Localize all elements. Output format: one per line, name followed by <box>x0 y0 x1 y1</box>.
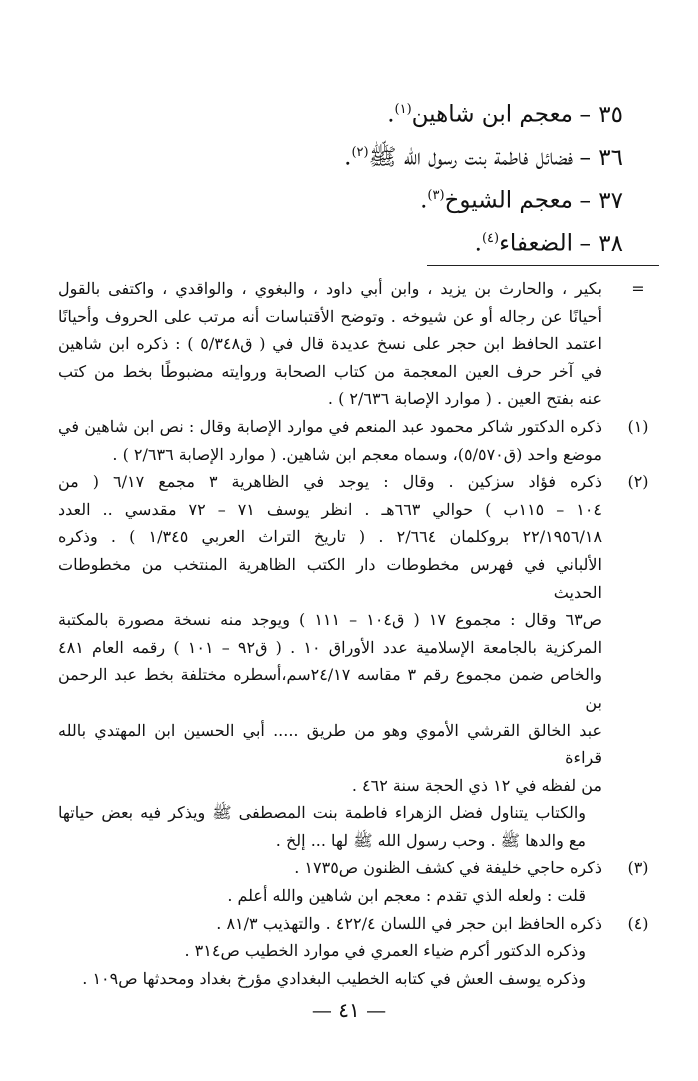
footnote-ref: (٣) <box>427 188 445 203</box>
footnote-line: وذكره الدكتور أكرم ضياء العمري في موارد الخطيب ص٣١٤ . <box>184 941 586 961</box>
footnote-line: والكتاب يتناول فضل الزهراء فاطمة بنت المصطفى ﷺ ويذكر فيه بعض حياتها <box>58 803 586 823</box>
item-number: ٣٥ – <box>579 101 623 128</box>
footnote-line: من لفظه في ١٢ ذي الحجة سنة ٤٦٢ . <box>351 775 602 795</box>
footnote <box>58 413 658 468</box>
main-list-item <box>103 217 623 260</box>
footnote-line: بكير ، والحارث بن يزيد ، وابن أبي داود ، والبغوي ، والواقدي ، واكتفى بالقول <box>58 279 602 298</box>
footnote-line: موضع واحد (ق٥/٥٧٠)، وسماه معجم ابن شاهين. ( موارد الإصابة ٢/٦٣٦ ) . <box>112 444 602 464</box>
footnote-line: في آخر حرف العين المعجمة من كتاب الصحابة وروايته مضبوطًا بخط من كتب <box>58 361 602 381</box>
footnote-ref: (٢) <box>351 145 369 160</box>
footnote-line: والخاص ضمن مجموع رقم ٣ مقاسه ٢٤/١٧سم،أسطره مختلفة بخط عبد الرحمن بن <box>58 665 602 712</box>
item-end: . <box>474 230 482 257</box>
footnote-line: المركزية بالجامعة الإسلامية عدد الأوراق ١٠ . ( ق٩٢ – ١٠١ ) رقمه العام ٤٨١ <box>58 637 603 657</box>
footnote-paragraph <box>58 468 602 799</box>
footnotes <box>58 275 658 992</box>
item-number: ٣٨ – <box>579 230 623 257</box>
footnote-marker: (٤) <box>627 913 649 933</box>
item-number: ٣٧ – <box>579 187 623 214</box>
footnote-line: عبد الخالق القرشي الأموي وهو من طريق ..... أبي الحسين ابن المهتدي بالله قراءة <box>58 720 602 768</box>
footnote-line: ١٠٤ – ١١٥ب ) حوالي ٦٦٣هـ . انظر يوسف ٧١ – ٧٢ مقدسي .. العدد <box>58 499 603 519</box>
footnote-paragraph <box>58 854 602 882</box>
main-list <box>103 88 623 260</box>
footnote-line: الألباني في فهرس مخطوطات دار الكتب الظاهرية المنتخب من مخطوطات الحديث <box>58 554 602 602</box>
footnote-ref: (١) <box>394 102 412 117</box>
main-list-item <box>103 88 623 131</box>
footnote <box>58 854 658 909</box>
item-number: ٣٦ – <box>579 144 623 171</box>
footnote-line: ذكره حاجي خليفة في كشف الظنون ص١٧٣٥ . <box>294 858 602 878</box>
footnote-line: ص٦٣ وقال : مجموع ١٧ ( ق١٠٤ – ١١١ ) ويوجد منه نسخة مصورة بالمكتبة <box>58 610 603 630</box>
footnote-paragraph <box>58 413 602 468</box>
main-list-item <box>103 131 623 174</box>
footnote-line: مع والدها ﷺ . وحب رسول الله ﷺ لها ... إلخ . <box>275 830 586 850</box>
footnote-paragraph <box>58 799 602 854</box>
footnote-line: ٢٢/١٩٥٦/١٨ بروكلمان ٢/٦٦٤ . ( تاريخ التراث العربي ١/٣٤٥ ) . وذكره <box>58 527 603 547</box>
footnote-paragraph <box>58 275 602 413</box>
footnote <box>58 910 658 993</box>
footnote-paragraph <box>58 937 602 965</box>
footnote-line: عنه بفتح العين . ( موارد الإصابة ٢/٦٣٦ ) . <box>327 389 602 409</box>
item-title: فضائل فاطمة بنت رسول الله ﷺ <box>368 144 573 171</box>
item-title: الضعفاء <box>499 230 573 257</box>
footnote-line: وذكره يوسف العش في كتابه الخطيب البغدادي مؤرخ بغداد ومحدثها ص١٠٩ . <box>82 968 586 988</box>
item-title: معجم ابن شاهين <box>411 101 573 128</box>
main-list-item <box>103 174 623 217</box>
continuation-marker: = <box>631 279 645 298</box>
footnote-continuation <box>58 275 658 413</box>
footnote-paragraph <box>58 965 602 993</box>
footnote-paragraph <box>58 882 602 910</box>
footnote-line: ذكره فؤاد سزكين . وقال : يوجد في الظاهرية ٣ مجمع ٦/١٧ ( من <box>58 472 602 492</box>
footnote-line: أحيانًا عن رجاله أو عن شيوخه . وتوضح الأقتباسات أنه مرتب على الحروف وأحيانًا <box>58 306 602 326</box>
footnote-paragraph <box>58 910 602 938</box>
footnote-line: قلت : ولعله الذي تقدم : معجم ابن شاهين والله أعلم . <box>227 886 586 906</box>
footnote-marker: (٢) <box>627 472 649 492</box>
footnote-line: ذكره الدكتور شاكر محمود عبد المنعم في موارد الإصابة وقال : نص ابن شاهين في <box>58 416 602 436</box>
item-end: . <box>387 101 395 128</box>
footnote-divider <box>427 265 659 266</box>
item-end: . <box>420 187 428 214</box>
footnote-line: ذكره الحافظ ابن حجر في اللسان ٤٢٢/٤ . والتهذيب ٨١/٣ . <box>216 913 602 933</box>
footnote-marker: (٣) <box>627 858 649 878</box>
footnote-line: اعتمد الحافظ ابن حجر على نسخ عديدة قال في ( ق٥/٣٤٨ ) : ذكره ابن شاهين <box>58 334 603 354</box>
item-end: . <box>344 144 352 171</box>
footnote-marker: (١) <box>627 416 649 436</box>
page-number: — ٤١ — <box>311 998 387 1022</box>
footnote <box>58 468 658 854</box>
item-title: معجم الشيوخ <box>444 187 573 214</box>
footnote-ref: (٤) <box>481 231 500 246</box>
